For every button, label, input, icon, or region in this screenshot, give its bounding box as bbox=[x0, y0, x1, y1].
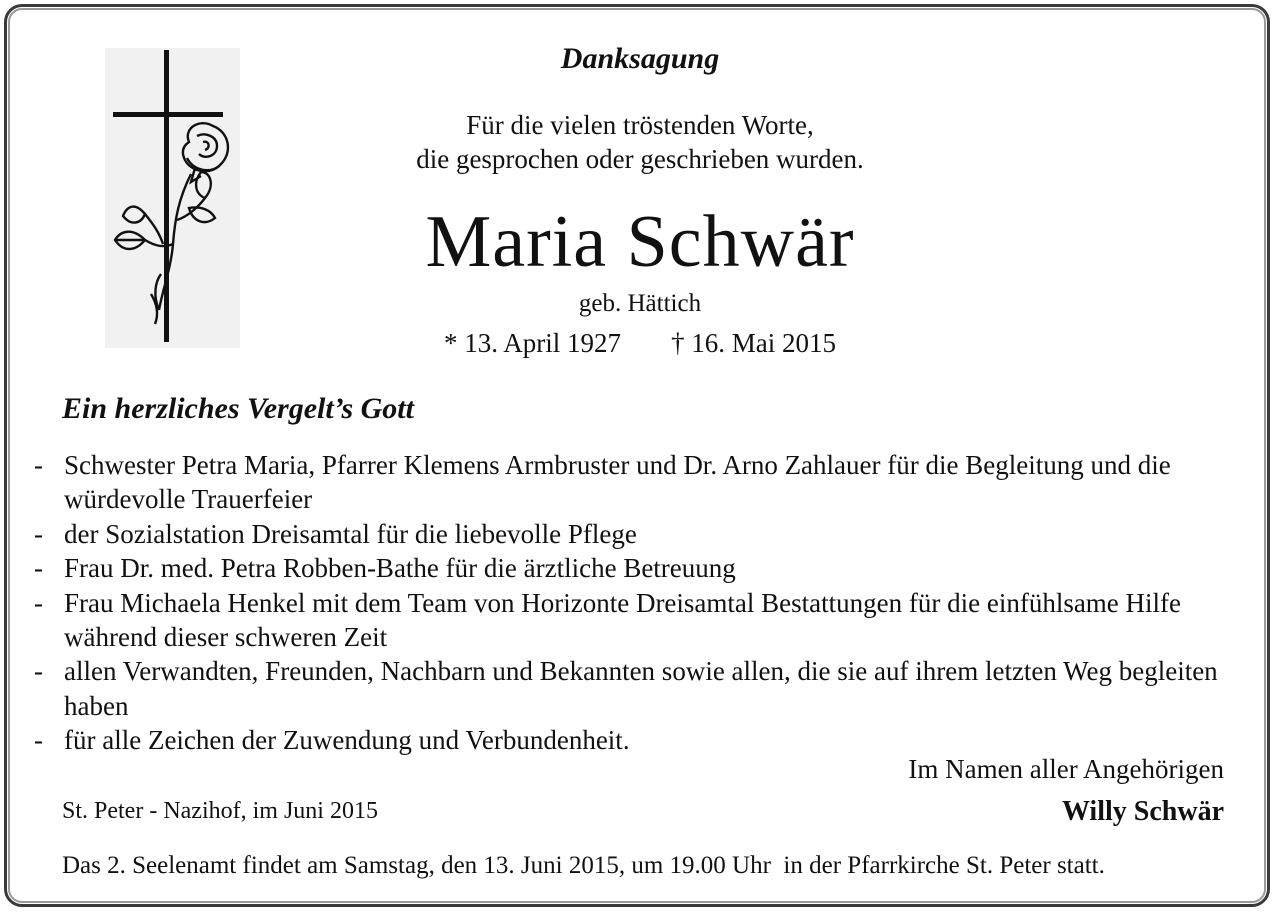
thanks-list bbox=[34, 448, 1244, 758]
list-dash: - bbox=[34, 450, 43, 480]
list-item bbox=[34, 723, 1244, 757]
cross-with-rose-icon bbox=[105, 48, 240, 348]
list-item-text: Frau Dr. med. Petra Robben-Bathe für die ärztliche Betreuung bbox=[64, 553, 736, 584]
list-item-text: Schwester Petra Maria, Pfarrer Klemens Armbruster und Dr. Arno Zahlauer für die Begleitung und die würdevolle Trauerfeier bbox=[64, 450, 1171, 515]
list-item-text: allen Verwandten, Freunden, Nachbarn und Bekannten sowie allen, die sie auf ihrem letzten Weg begleiten haben bbox=[64, 656, 1218, 721]
page-title: Danksagung bbox=[560, 42, 720, 75]
list-item bbox=[34, 448, 1244, 517]
life-dates bbox=[300, 328, 980, 359]
place-and-date: St. Peter - Nazihof, im Juni 2015 bbox=[62, 798, 378, 824]
list-item bbox=[34, 517, 1244, 551]
signer-name: Willy Schwär bbox=[1061, 796, 1224, 827]
list-item-text: für alle Zeichen der Zuwendung und Verbundenheit. bbox=[64, 725, 630, 756]
deceased-name: Maria Schwär bbox=[425, 201, 855, 283]
intro-line-1: Für die vielen tröstenden Worte, bbox=[466, 110, 814, 140]
signature-intro: Im Namen aller Angehörigen bbox=[908, 754, 1224, 784]
footer-note: Das 2. Seelenamt findet am Samstag, den 13. Juni 2015, um 19.00 Uhr in der Pfarrkirche St. Peter statt. bbox=[62, 852, 1105, 879]
intro-line-2: die gesprochen oder geschrieben wurden. bbox=[416, 144, 864, 174]
list-dash: - bbox=[34, 725, 43, 756]
list-dash: - bbox=[34, 656, 43, 687]
list-item-text: Frau Michaela Henkel mit dem Team von Horizonte Dreisamtal Bestattungen für die einfühlsame Hilfe während dieser schweren Zeit bbox=[64, 587, 1182, 653]
death-date: † 16. Mai 2015 bbox=[671, 328, 836, 358]
list-item-text: der Sozialstation Dreisamtal für die liebevolle Pflege bbox=[64, 518, 637, 549]
list-item bbox=[34, 551, 1244, 585]
birth-name: geb. Hättich bbox=[578, 290, 702, 317]
birth-date: * 13. April 1927 bbox=[443, 328, 621, 358]
list-dash: - bbox=[34, 587, 43, 618]
list-item bbox=[34, 586, 1244, 655]
list-item bbox=[34, 654, 1244, 723]
thanks-heading: Ein herzliches Vergelt’s Gott bbox=[62, 392, 414, 425]
list-dash: - bbox=[34, 553, 43, 584]
list-dash: - bbox=[34, 518, 43, 549]
